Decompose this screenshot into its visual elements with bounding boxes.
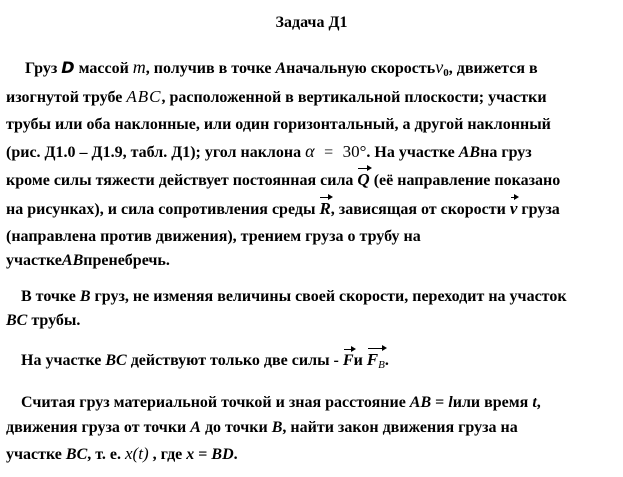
symbol-v0: $v_0$ (435, 57, 449, 79)
p4-line-3 (6, 444, 238, 465)
text: , где (148, 446, 187, 463)
symbol-AB: AB (61, 252, 84, 269)
vector-Q: Q (357, 170, 370, 189)
text: В точке (21, 288, 80, 305)
p1-line-1 (25, 57, 538, 83)
p1-line-2 (6, 87, 547, 108)
problem-title: Задача Д1 (275, 14, 348, 31)
symbol-A: A (275, 60, 287, 77)
symbol-D: D (61, 58, 75, 77)
text: Груз (25, 60, 62, 77)
text: , (536, 394, 541, 411)
symbol-t: t (532, 394, 537, 411)
p1-line-6 (6, 199, 560, 220)
text: участке (6, 252, 62, 269)
vector-R: R (319, 199, 331, 218)
text: (её направление показано (369, 172, 561, 189)
p1-line-8 (6, 251, 170, 271)
text: = (194, 446, 212, 463)
text: (рис. Д1.0 – Д1.9, табл. Д1); угол наклона (6, 144, 306, 161)
p2-line-1 (21, 287, 567, 307)
symbol-BC: BC (65, 446, 88, 463)
text: . (233, 446, 238, 463)
symbol-AB: AB (409, 394, 432, 411)
text: = (431, 394, 449, 411)
vector-FB: $F_B$ (367, 350, 385, 375)
text: или время (452, 394, 533, 411)
text: На участке (21, 352, 106, 369)
text: груз, не изменяя величины своей скорости, переходит на участок (90, 288, 567, 305)
text: , расположенной в вертикальной плоскости; участки (161, 89, 547, 106)
text: действуют только две силы - (126, 352, 343, 369)
symbol-A: A (190, 419, 201, 436)
symbol-ABC: ABC (126, 87, 162, 106)
vector-F: F (342, 352, 354, 369)
text: изогнутой трубе (6, 89, 127, 106)
p3-line-1 (21, 350, 389, 375)
text: груза (517, 201, 560, 218)
text: , т. е. (87, 446, 126, 463)
text: Считая груз материальной точкой и зная расстояние (21, 394, 410, 411)
equals-sign: = (324, 144, 334, 161)
p1-line-4 (6, 141, 532, 163)
text: до точки (200, 419, 272, 436)
symbol-alpha: α (305, 141, 315, 161)
text: начальную скорость (286, 60, 436, 77)
symbol-AB: AB (458, 144, 481, 161)
text: участке (6, 446, 66, 463)
text: , зависящая от скорости (330, 201, 510, 218)
text: , получив в точке (145, 60, 276, 77)
text: пренебречь. (83, 252, 170, 269)
text: . На участке (366, 144, 459, 161)
text: и (353, 352, 367, 369)
p1-line-3: трубы или оба наклонные, или один горизонтальный, а другой наклонный (6, 116, 551, 133)
text: , движется в (448, 60, 538, 77)
vector-v: v (509, 199, 518, 218)
text: массой (74, 60, 133, 77)
p4-line-1 (21, 393, 541, 413)
p1-line-5 (6, 170, 560, 191)
p1-line-7: (направлена против движения), трением груза о трубу на (6, 228, 421, 245)
formula-x-of-t: x(t) (125, 444, 149, 463)
symbol-BC: BC (105, 352, 127, 369)
text: , найти закон движения груза на (282, 419, 518, 436)
angle-value: 30° (342, 142, 367, 161)
text: кроме силы тяжести действует постоянная сила (6, 172, 358, 189)
symbol-m: m (132, 57, 146, 77)
text: движения груза от точки (6, 419, 191, 436)
symbol-B: B (79, 288, 91, 305)
text: на рисунках), и сила сопротивления среды (6, 201, 320, 218)
symbol-x: x (186, 446, 195, 463)
symbol-BD: BD (211, 446, 234, 463)
text: на груз (480, 144, 532, 161)
p4-line-2 (6, 418, 518, 438)
symbol-BC: BC (6, 312, 28, 329)
text: трубы. (27, 312, 81, 329)
text: . (384, 352, 389, 369)
symbol-l: l (448, 394, 453, 411)
p2-line-2 (6, 311, 80, 331)
symbol-B: B (271, 419, 283, 436)
